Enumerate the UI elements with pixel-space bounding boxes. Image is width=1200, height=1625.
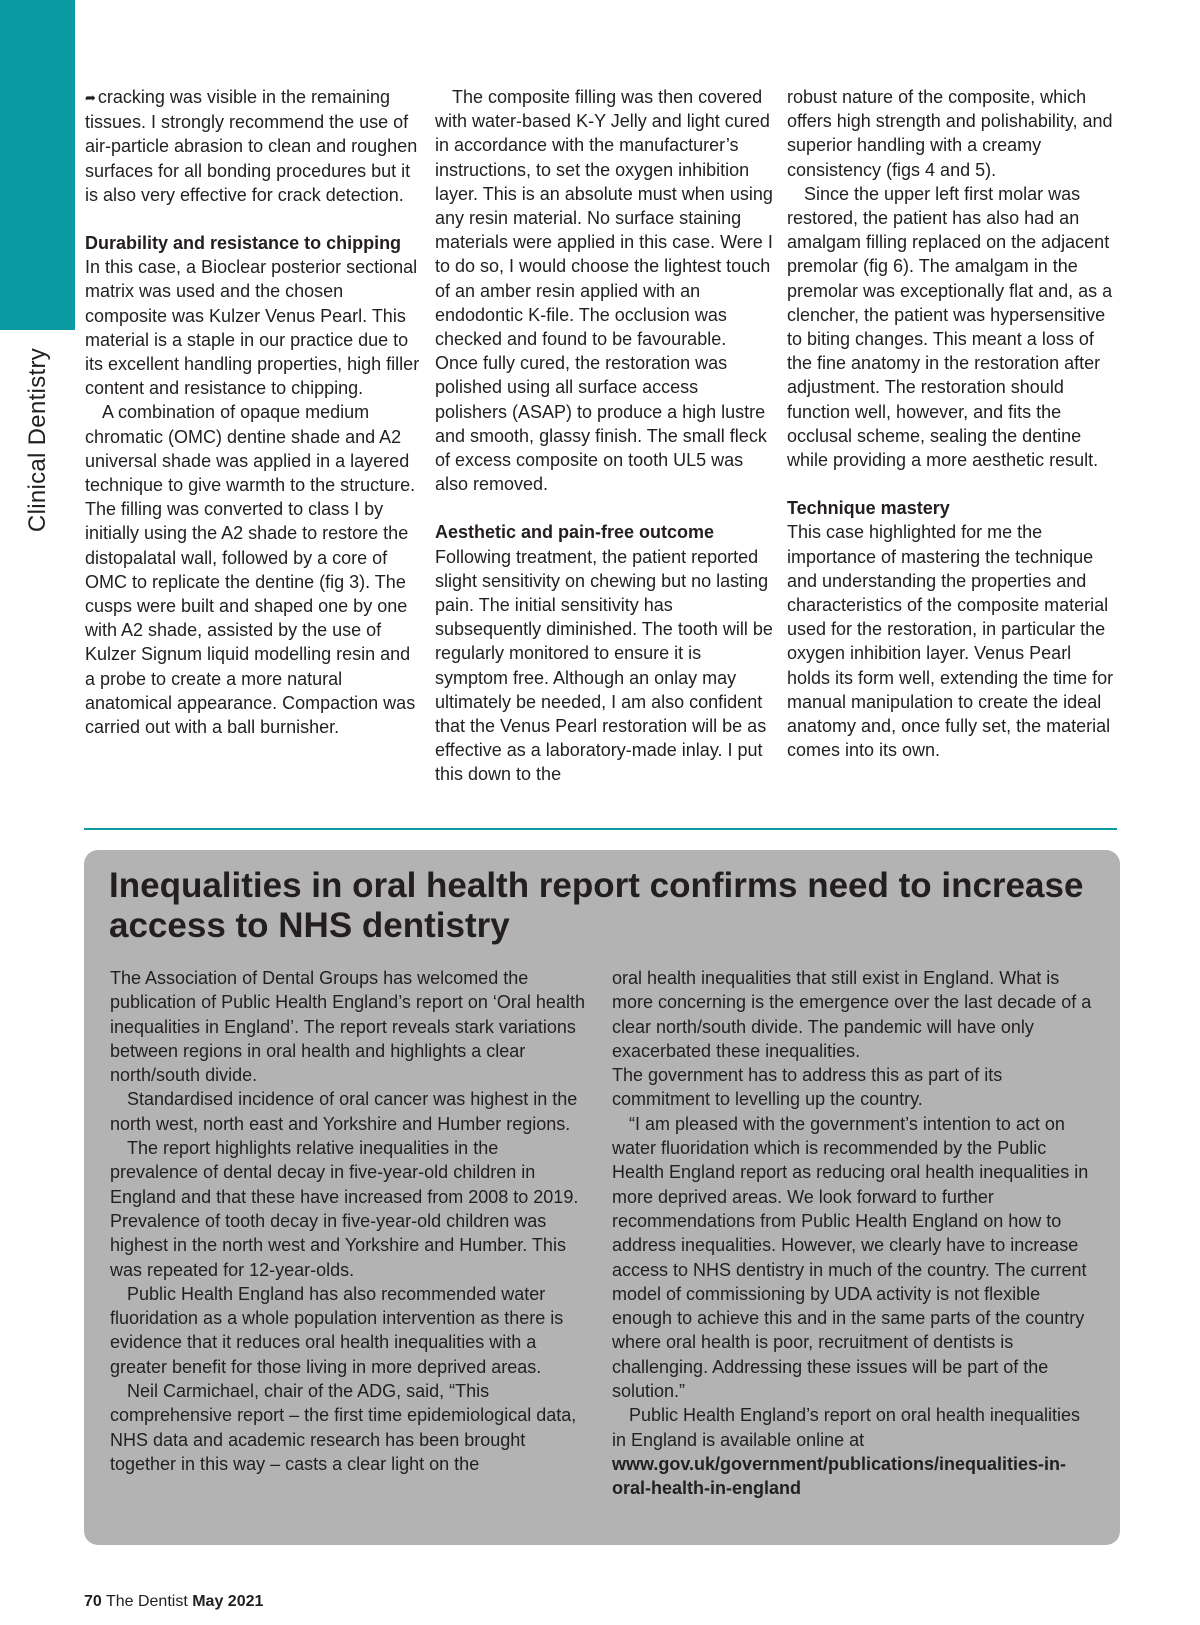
news-paragraph: The government has to address this as part of its commitment to levelling up the country. [612,1065,1003,1110]
section-divider [84,828,1117,830]
news-paragraph: Public Health England’s report on oral health inequalities in England is available online at www.gov.uk/government/publications/inequalities-in-oral-health-in-england [612,1405,1080,1499]
article-paragraph: This case highlighted for me the importance of mastering the technique and understanding the properties and characteristics of the composite material used for the restoration, in particular the oxygen inhibition layer. Venus Pearl holds its form well, extending the time for manual manipulation to create the ideal anatomy and, once fully set, the material comes into its own. [787,522,1114,761]
news-paragraph: The Association of Dental Groups has welcomed the publication of Public Health England’s report on ‘Oral health inequalities in England’. The report reveals stark variations between regions in oral health and highlights a clear north/south divide. [110,968,585,1086]
article-paragraph: In this case, a Bioclear posterior sectional matrix was used and the chosen composite was Kulzer Venus Pearl. This material is a staple in our practice due to its excellent handling properties, high filler content and resistance to chipping. [85,257,420,399]
page-footer [84,1593,263,1611]
article-subheading: Technique mastery [787,498,950,519]
continued-arrow-icon: ➦ [85,90,96,105]
page-number: 70 [84,1593,102,1610]
news-paragraph: Standardised incidence of oral cancer was highest in the north west, north east and Yorkshire and Humber regions. [110,1089,578,1134]
article-column-2 [435,85,773,787]
article-paragraph: A combination of opaque medium chromatic (OMC) dentine shade and A2 universal shade was applied in a layered technique to give warmth to the structure. The filling was converted to class I by initially using the A2 shade to restore the distopalatal wall, followed by a core of OMC to replicate the dentine (fig 3). The cusps were built and shaped one by one with A2 shade, assisted by the use of Kulzer Signum liquid modelling resin and a probe to create a more natural anatomical appearance. Compaction was carried out with a ball burnisher. [85,402,416,738]
article-column-1 [85,85,423,739]
report-link[interactable]: www.gov.uk/government/publications/inequalities-in-oral-health-in-england [612,1453,1067,1499]
news-box [84,850,1120,1545]
news-headline: Inequalities in oral health report confirms need to increase access to NHS dentistry [109,866,1084,945]
article-paragraph: ➦ cracking was visible in the remaining tissues. I strongly recommend the use of air-particle abrasion to clean and roughen surfaces for all bonding procedures but it is also very effective for crack detection. [85,87,418,205]
news-paragraph: “I am pleased with the government’s intention to act on water fluoridation which is recommended by the Public Health England report as reducing oral health inequalities in more deprived areas. We look forward to further recommendations from Public Health England on how to address inequalities. However, we clearly have to increase access to NHS dentistry in much of the country. The current model of commissioning by UDA activity is not flexible enough to achieve this and in the same parts of the country where oral health is poor, recruitment of dentists is challenging. Addressing these issues will be part of the solution.” [612,1113,1089,1402]
news-column-1 [110,966,590,1476]
article-subheading: Aesthetic and pain-free outcome [435,522,715,543]
news-paragraph: The report highlights relative inequalities in the prevalence of dental decay in five-year-old children in England and that these have increased from 2008 to 2019. Prevalence of tooth decay in five-year-old children was highest in the north west and Yorkshire and Humber. This was repeated for 12-year-olds. [110,1138,579,1280]
news-paragraph: Public Health England has also recommended water fluoridation as a whole population intervention as there is evidence that it reduces oral health inequalities with a greater benefit for those living in more deprived areas. [110,1283,564,1377]
news-paragraph: Neil Carmichael, chair of the ADG, said, “This comprehensive report – the first time epidemiological data, NHS data and academic research has been brought together in this way – casts a clear light on the [110,1381,577,1474]
article-paragraph: The composite filling was then covered with water-based K-Y Jelly and light cured in accordance with the manufacturer’s instructions, to set the oxygen inhibition layer. This is an absolute must when using any resin material. No surface staining materials were applied in this case. Were I to do so, I would choose the lightest touch of an amber resin applied with an endodontic K-file. The occlusion was checked and found to be favourable. Once fully cured, the restoration was polished using all surface access polishers (ASAP) to produce a high lustre and smooth, glassy finish. The small fleck of excess composite on tooth UL5 was also removed. [435,87,773,495]
article-column-3 [787,85,1117,762]
news-column-2 [612,966,1092,1501]
publication-name: The Dentist [105,1593,188,1610]
news-paragraph: oral health inequalities that still exist in England. What is more concerning is the emergence over the last decade of a clear north/south divide. The pandemic will have only exacerbated these inequalities. [612,968,1092,1061]
section-label: Clinical Dentistry [24,347,51,533]
article-paragraph: Following treatment, the patient reported slight sensitivity on chewing but no lasting pain. The initial sensitivity has subsequently diminished. The tooth will be regularly monitored to ensure it is symptom free. Although an onlay may ultimately be needed, I am also confident that the Venus Pearl restoration will be as effective as a laboratory-made inlay. I put this down to the [435,546,773,785]
article-subheading: Durability and resistance to chipping [85,233,402,254]
article-paragraph: robust nature of the composite, which offers high strength and polishability, and superior handling with a creamy consistency (figs 4 and 5). [787,87,1113,180]
issue-date: May 2021 [192,1593,264,1610]
article-paragraph: Since the upper left first molar was restored, the patient has also had an amalgam filling replaced on the adjacent premolar (fig 6). The amalgam in the premolar was exceptionally flat and, as a clencher, the patient was hypersensitive to biting changes. This meant a loss of the fine anatomy in the restoration after adjustment. The restoration should function well, however, and fits the occlusal scheme, sealing the dentine while providing a more aesthetic result. [787,183,1113,471]
section-color-tab [0,0,75,330]
